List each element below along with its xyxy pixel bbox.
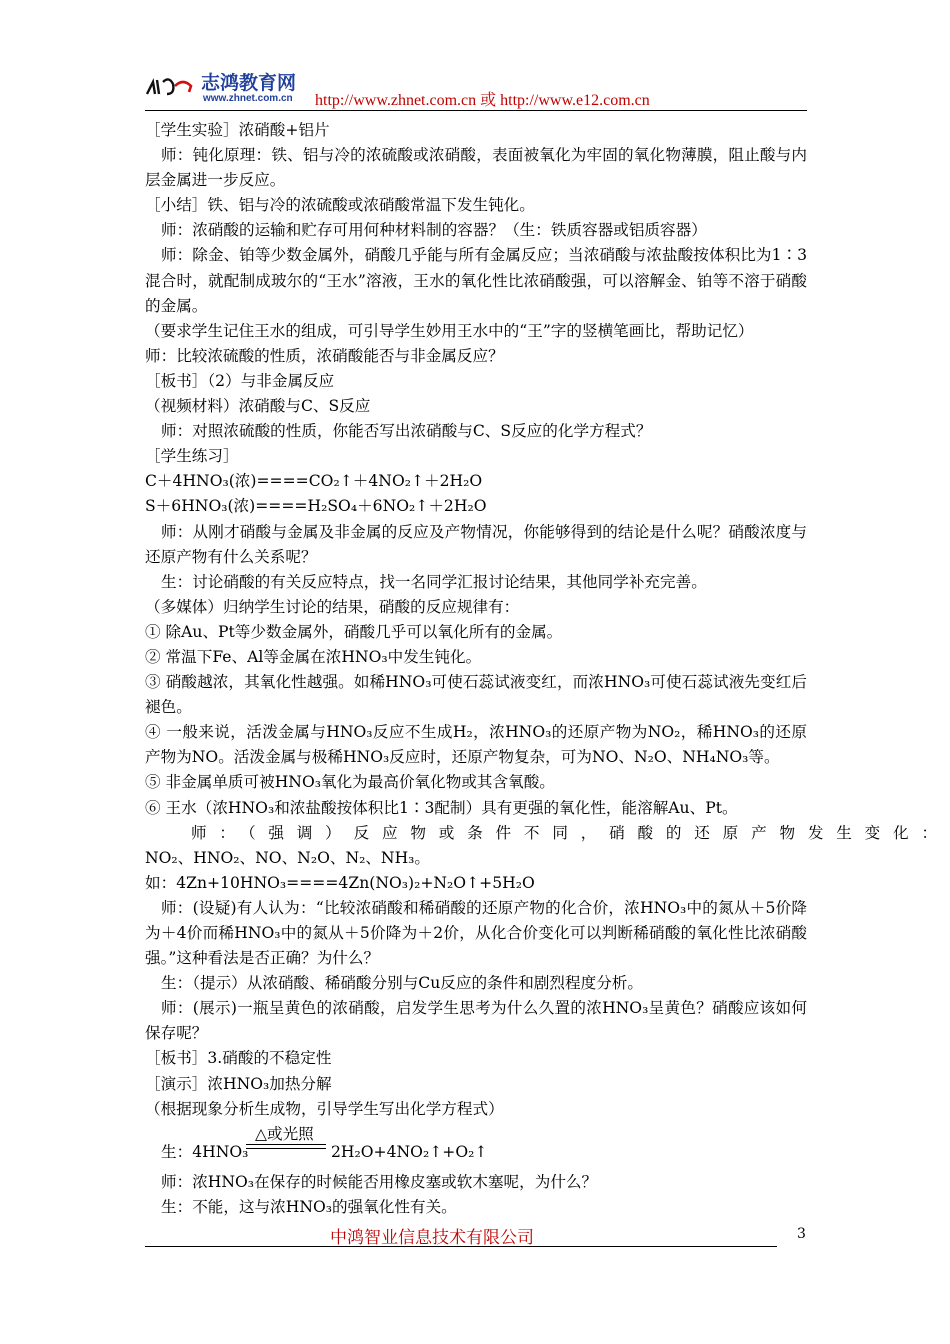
paragraph: ［小结］铁、铝与冷的浓硫酸或浓硝酸常温下发生钝化。: [145, 196, 535, 215]
paragraph: ［板书］（2）与非金属反应: [145, 371, 335, 390]
paragraph: 师：比较浓硫酸的性质，浓硝酸能否与非金属反应？: [145, 346, 504, 365]
equation-equals-bar: [246, 1144, 326, 1149]
paragraph: 师：除金、铂等少数金属外，硝酸几乎能与所有金属反应；当浓硝酸与浓盐酸按体积比为1∶3混合时，就配制成玻尔的“王水”溶液，王水的氧化性比浓硝酸强，可以溶解金、铂等不溶于硝酸的金属。: [145, 246, 807, 315]
logo-url: www.zhnet.com.cn: [203, 93, 293, 104]
paragraph: 师：浓HNO₃在保存的时候能否用橡皮塞或软木塞呢，为什么？: [161, 1172, 598, 1191]
footer-divider: [145, 1246, 777, 1247]
paragraph: 师：(设疑)有人认为：“比较浓硝酸和稀硝酸的还原产物的化合价，浓HNO₃中的氮从＋5价降为＋4价而稀HNO₃中的氮从＋5价降为＋2价，从化合价变化可以判断稀硝酸的氧化性比浓硝酸强。”这种看法是否正确？为什么？: [145, 898, 807, 968]
paragraph: 生：（提示）从浓硝酸、稀硝酸分别与Cu反应的条件和剧烈程度分析。: [161, 974, 643, 993]
rule-item: ④ 一般来说，活泼金属与HNO₃反应不生成H₂，浓HNO₃的还原产物为NO₂，稀HNO₃的还原产物为NO。活泼金属与极稀HNO₃反应时，还原产物复杂，可为NO、N₂O、NH₄NO₃等。: [145, 723, 807, 767]
paragraph: （要求学生记住王水的组成，可引导学生妙用王水中的“王”字的竖横笔画比，帮助记忆）: [145, 321, 754, 340]
paragraph: （根据现象分析生成物，引导学生写出化学方程式）: [145, 1099, 504, 1118]
paragraph: 师：（强调）反应物或条件不同，硝酸的还原产物发生变化：: [191, 823, 950, 842]
page-header: [145, 60, 807, 110]
logo-title: 志鸿教育网: [201, 72, 297, 94]
rule-item: ① 除Au、Pt等少数金属外，硝酸几乎可以氧化所有的金属。: [145, 622, 563, 641]
paragraph: 生：不能，这与浓HNO₃的强氧化性有关。: [161, 1197, 457, 1216]
paragraph: 师：从刚才硝酸与金属及非金属的反应及产物情况，你能够得到的结论是什么呢？硝酸浓度与还原产物有什么关系呢？: [145, 522, 807, 566]
rule-item: ③ 硝酸越浓，其氧化性越强。如稀HNO₃可使石蕊试液变红，而浓HNO₃可使石蕊试液先变红后褪色。: [145, 673, 807, 717]
paragraph: ［板书］3.硝酸的不稳定性: [145, 1049, 332, 1068]
paragraph: （视频材料）浓硝酸与C、S反应: [145, 397, 371, 416]
equation: 如：4Zn+10HNO₃====4Zn(NO₃)₂+N₂O↑+5H₂O: [145, 873, 535, 892]
equation: S＋6HNO₃(浓)====H₂SO₄＋6NO₂↑＋2H₂O: [145, 497, 487, 516]
paragraph: 生：讨论硝酸的有关反应特点，找一名同学汇报讨论结果，其他同学补充完善。: [161, 572, 707, 591]
decomposition-equation: [145, 1122, 807, 1170]
equation-left: 生：4HNO₃: [161, 1142, 249, 1161]
paragraph: 师：钝化原理：铁、铝与冷的浓硫酸或浓硝酸，表面被氧化为牢固的氧化物薄膜，阻止酸与内层金属进一步反应。: [145, 146, 807, 190]
paragraph: ［演示］浓HNO₃加热分解: [145, 1074, 332, 1093]
site-logo[interactable]: [145, 68, 313, 108]
paragraph: 师：对照浓硫酸的性质，你能否写出浓硝酸与C、S反应的化学方程式？: [161, 422, 652, 441]
reaction-condition: △或光照: [255, 1124, 314, 1143]
page-number: 3: [797, 1226, 806, 1242]
paragraph: ［学生实验］浓硝酸+铝片: [145, 121, 330, 139]
rule-item: ⑤ 非金属单质可被HNO₃氧化为最高价氧化物或其含氧酸。: [145, 773, 555, 792]
paragraph: 师：(展示)一瓶呈黄色的浓硝酸，启发学生思考为什么久置的浓HNO₃呈黄色？硝酸应该如何保存呢？: [145, 999, 807, 1043]
rule-item: ② 常温下Fe、Al等金属在浓HNO₃中发生钝化。: [145, 647, 482, 666]
equation-right: 2H₂O+4NO₂↑+O₂↑: [331, 1142, 488, 1161]
logo-mark-icon: [145, 74, 197, 100]
header-divider: [145, 110, 807, 111]
paragraph: 师：浓硝酸的运输和贮存可用何种材料制的容器？（生：铁质容器或铝质容器）: [161, 221, 707, 240]
header-links[interactable]: http://www.zhnet.com.cn 或 http://www.e12.com.cn: [315, 92, 650, 109]
paragraph: NO₂、HNO₂、NO、N₂O、N₂、NH₃。: [145, 848, 431, 867]
footer-company: 中鸿智业信息技术有限公司: [330, 1228, 534, 1248]
paragraph: （多媒体）归纳学生讨论的结果，硝酸的反应规律有：: [145, 597, 520, 616]
paragraph: ［学生练习］: [145, 447, 239, 466]
equation: C＋4HNO₃(浓)====CO₂↑＋4NO₂↑＋2H₂O: [145, 472, 483, 491]
rule-item: ⑥ 王水（浓HNO₃和浓盐酸按体积比1∶3配制）具有更强的氧化性，能溶解Au、Pt。: [145, 798, 738, 817]
document-body: [145, 118, 950, 1220]
